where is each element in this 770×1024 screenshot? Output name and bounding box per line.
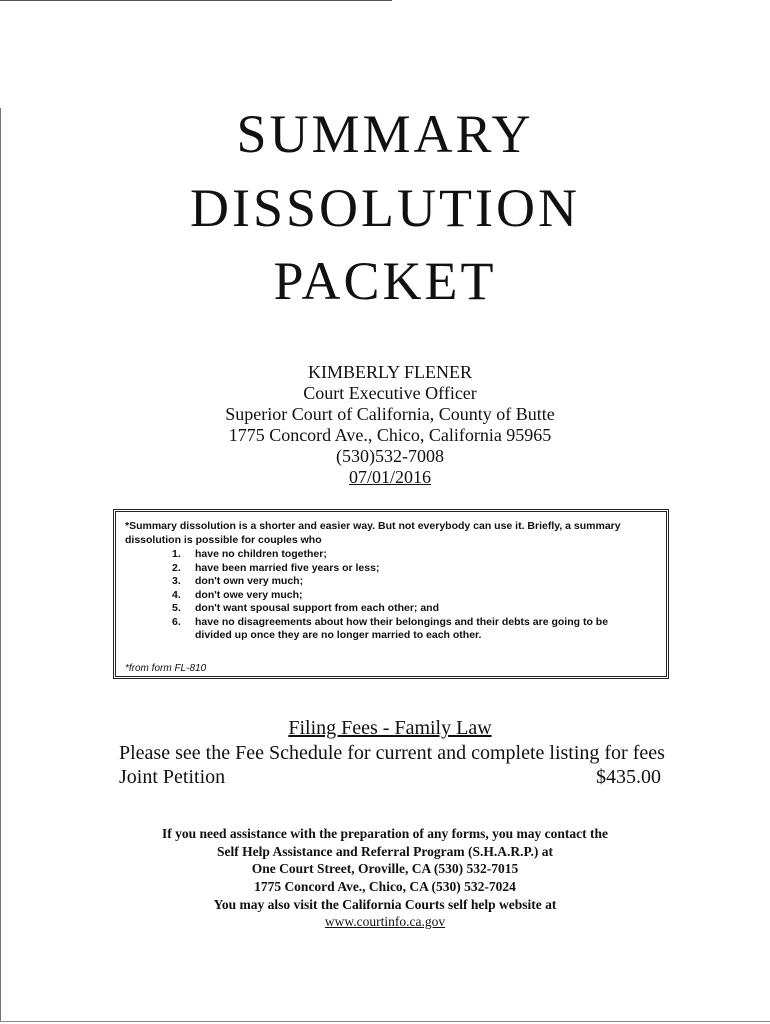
help-line-5: You may also visit the California Courts self help website at [213,897,557,912]
list-item [116,575,645,589]
eligibility-notice-box [113,509,669,679]
help-line-1: If you need assistance with the preparation of any forms, you may contact the [162,826,608,841]
court-address: 1775 Concord Ave., Chico, California 95965 [228,425,552,445]
help-line-4: 1775 Concord Ave., Chico, CA (530) 532-7024 [254,879,516,894]
list-item-number: 6. [172,615,181,628]
list-item [116,589,645,603]
list-item-number: 5. [172,602,181,614]
help-line-2: Self Help Assistance and Referral Program (S.H.A.R.P.) at [217,844,553,859]
fees-heading: Filing Fees - Family Law [288,717,492,739]
list-item [116,602,645,616]
list-item-number: 3. [172,575,181,587]
document-date: 07/01/2016 [348,467,431,487]
list-item-text: have been married five years or less; [195,561,380,574]
list-item-text: don't want spousal support from each other; and [195,602,440,614]
scan-edge-top [0,0,392,1]
help-line-3: One Court Street, Oroville, CA (530) 532-7015 [251,861,519,876]
list-item [116,562,645,576]
list-item-number: 4. [172,588,181,601]
list-item [116,616,645,643]
list-item-text: don't owe very much; [195,588,303,601]
officer-name: KIMBERLY FLENER [307,362,473,382]
scan-edge-bottom [0,1021,770,1022]
title-line-1: SUMMARY [236,104,534,164]
notice-intro: *Summary dissolution is a shorter and easier way. But not everybody can use it. Briefly, a summary dissolution is possible for couples who [125,520,621,546]
list-item [116,548,645,562]
list-item-text: have no children together; [195,548,327,560]
self-help-website-link[interactable]: www.courtinfo.ca.gov [324,914,446,929]
title-line-2: DISSOLUTION [190,178,580,238]
title-line-3: PACKET [273,251,497,311]
list-item-number: 1. [172,548,181,560]
list-item-text: have no disagreements about how their belongings and their debts are going to be divided up once they are no longer married to each other. [195,615,609,641]
court-name: Superior Court of California, County of Butte [225,404,555,424]
officer-role: Court Executive Officer [303,383,477,403]
fees-note: Please see the Fee Schedule for current and complete listing for fees [119,742,665,764]
fee-amount: $435.00 [596,766,661,788]
eligibility-list [116,548,666,643]
notice-footnote: *from form FL-810 [125,663,207,674]
court-phone: (530)532-7008 [336,446,444,466]
list-item-text: don't own very much; [195,575,304,587]
list-item-number: 2. [172,561,181,574]
fee-label: Joint Petition [119,766,226,788]
